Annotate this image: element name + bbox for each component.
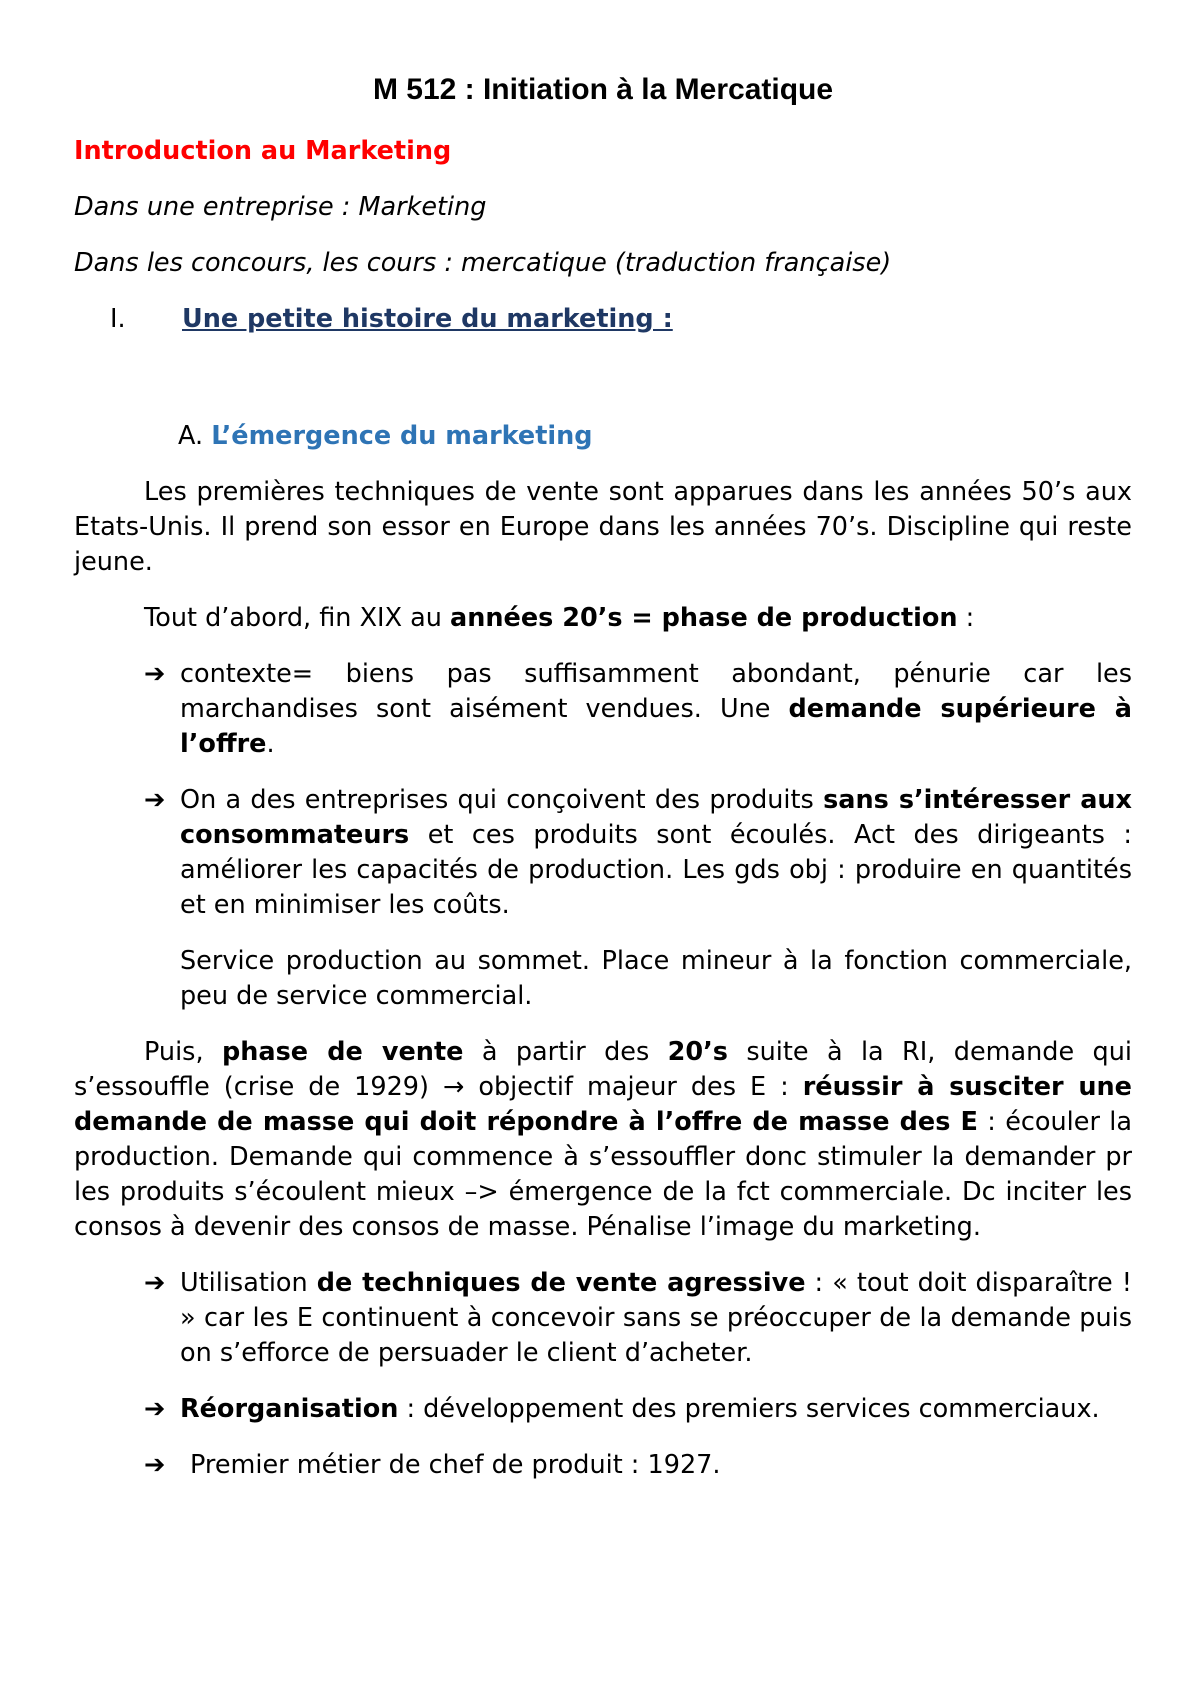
section-a-letter: A. [178, 421, 204, 451]
line-entreprise: Dans une entreprise : Marketing [74, 192, 487, 222]
bold-run: années 20’s = phase de production [450, 603, 958, 633]
arrow-item-body [180, 657, 1132, 762]
arrow-list-item [144, 1266, 1132, 1371]
arrow-right-icon: ➔ [144, 1394, 166, 1424]
text-run: Utilisation [180, 1268, 317, 1298]
arrow-right-icon: ➔ [144, 1450, 166, 1480]
section-i-number: I. [110, 304, 126, 334]
text-run: . [266, 729, 275, 759]
arrow-item-text-continued: Service production au sommet. Place mineur à la fonction commerciale, peu de service commercial. [180, 946, 1132, 1011]
arrow-item-body [180, 783, 1132, 1014]
arrow-item-text [180, 657, 1132, 762]
arrow-item-body [180, 1448, 1132, 1483]
text-run: à partir des [463, 1037, 668, 1067]
arrow-list-item [144, 1392, 1132, 1427]
text-run: : développement des premiers services commerciaux. [398, 1394, 1100, 1424]
bold-run: sans s’intéresser aux consommateurs [180, 785, 1133, 850]
intro-heading: Introduction au Marketing [74, 136, 452, 166]
arrow-item-text [180, 1266, 1132, 1371]
arrow-right-icon: ➔ [144, 659, 166, 689]
arrow-item-text [180, 783, 1132, 923]
bold-run: de techniques de vente agressive [316, 1268, 806, 1298]
text-run: : « tout doit disparaître ! » car les E continuent à concevoir sans se préoccuper de la demande puis on s’efforce de persuader le client d’acheter. [180, 1268, 1132, 1368]
document-page [74, 70, 1132, 1504]
arrow-item-body [180, 1266, 1132, 1371]
text-run: et ces produits sont écoulés. Act des dirigeants : améliorer les capacités de production. Les gds obj : produire en quantités et en minimiser les coûts. [180, 820, 1132, 920]
paragraph-production-phase [74, 601, 1132, 636]
bold-run: phase de vente [221, 1037, 464, 1067]
section-i-heading [110, 302, 1132, 337]
text-run: : écouler la production. Demande qui commence à s’essouffler donc stimuler la demander pr les produits s’écoulent mieux –> émergence de la fct commerciale. Dc inciter les consos à devenir des consos de masse. Pénalise l’image du marketing. [74, 1107, 1132, 1242]
document-title: M 512 : Initiation à la Mercatique [372, 73, 834, 106]
bold-run: 20’s [667, 1037, 728, 1067]
text-run: Puis, [144, 1037, 222, 1067]
section-i-title: Une petite histoire du marketing : [182, 304, 673, 334]
section-a-heading [178, 419, 1132, 454]
text-run: On a des entreprises qui conçoivent des produits [180, 785, 824, 815]
arrow-item-body [180, 1392, 1132, 1427]
bold-run: demande supérieure à l’offre [180, 694, 1132, 759]
arrow-right-icon: ➔ [144, 1268, 166, 1298]
text-run: : [957, 603, 975, 633]
arrow-item-text [180, 1392, 1132, 1427]
section-a-title: L’émergence du marketing [211, 421, 593, 451]
bold-run: réussir à susciter une demande de masse qui doit répondre à l’offre de masse des E [74, 1072, 1132, 1137]
arrow-list-item [144, 657, 1132, 762]
line-concours: Dans les concours, les cours : mercatique (traduction française) [74, 248, 892, 278]
bold-run: Réorganisation [180, 1394, 399, 1424]
arrow-list-item [144, 1448, 1132, 1483]
text-run: contexte= biens pas suffisamment abondant, pénurie car les marchandises sont aisément vendues. Une [180, 659, 1132, 724]
arrow-list-item [144, 783, 1132, 1014]
arrow-item-text: Premier métier de chef de produit : 1927. [190, 1450, 721, 1480]
paragraph-sales-phase [74, 1035, 1132, 1245]
paragraph-origins: Les premières techniques de vente sont apparues dans les années 50’s aux Etats-Unis. Il prend son essor en Europe dans les années 70’s. Discipline qui reste jeune. [74, 477, 1132, 577]
text-run: suite à la RI, demande qui s’essouffle (crise de 1929) → objectif majeur des E : [74, 1037, 1132, 1102]
arrow-right-icon: ➔ [144, 785, 166, 815]
text-run: Tout d’abord, fin XIX au [144, 603, 451, 633]
